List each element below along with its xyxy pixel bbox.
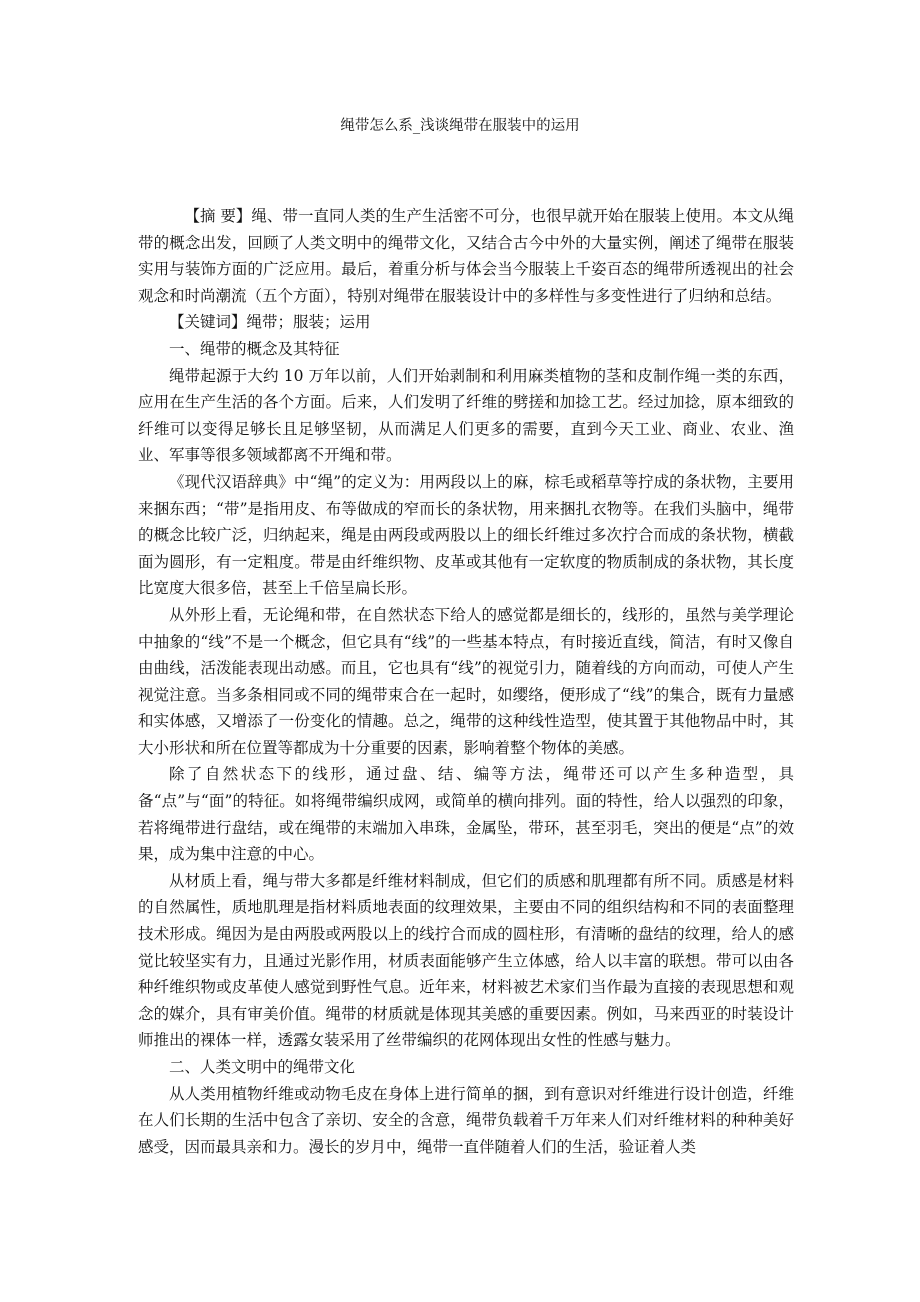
section-1-paragraph-3: 从外形上看，无论绳和带，在自然状态下给人的感觉都是细长的，线形的，虽然与美学理论中抽象的“线”不是一个概念，但它具有“线”的一些基本特点，有时接近直线，简洁，有时又像自由曲线，活泼能表现出动感。而且，它也具有“线”的视觉引力，随着线的方向而动，可使人产生视觉注意。当多条相同或不同的绳带束合在一起时，如缨络，便形成了“线”的集合，既有力量感和实体感，又增添了一份变化的情趣。总之，绳带的这种线性造型，使其置于其他物品中时，其大小形状和所在位置等都成为十分重要的因素，影响着整个物体的美感。 <box>138 605 794 757</box>
document-body <box>138 203 794 1160</box>
section-2-heading: 二、人类文明中的绳带文化 <box>169 1058 356 1076</box>
abstract-paragraph: 【摘 要】绳、带一直同人类的生产生活密不可分，也很早就开始在服装上使用。本文从绳带的概念出发，回顾了人类文明中的绳带文化，又结合古今中外的大量实例，阐述了绳带在服装实用与装饰方面的广泛应用。最后，着重分析与体会当今服装上千姿百态的绳带所透视出的社会观念和时尚潮流（五个方面），特别对绳带在服装设计中的多样性与多变性进行了归纳和总结。 <box>138 207 794 305</box>
section-1-paragraph-2: 《现代汉语辞典》中“绳”的定义为：用两段以上的麻，棕毛或稻草等拧成的条状物，主要用来捆东西；“带”是指用皮、布等做成的窄而长的条状物，用来捆扎衣物等。在我们头脑中，绳带的概念比较广泛，归纳起来，绳是由两段或两股以上的细长纤维过多次拧合而成的条状物，横截面为圆形，有一定粗度。带是由纤维织物、皮革或其他有一定软度的物质制成的条状物，其长度比宽度大很多倍，甚至上千倍呈扁长形。 <box>138 472 794 598</box>
section-1-paragraph-4: 除了自然状态下的线形，通过盘、结、编等方法，绳带还可以产生多种造型，具备“点”与“面”的特征。如将绳带编织成网，或简单的横向排列。面的特性，给人以强烈的印象，若将绳带进行盘结，或在绳带的末端加入串珠，金属坠，带环，甚至羽毛，突出的便是“点”的效果，成为集中注意的中心。 <box>138 765 794 864</box>
section-1-paragraph-1: 绳带起源于大约 10 万年以前，人们开始剥制和利用麻类植物的茎和皮制作绳一类的东西，应用在生产生活的各个方面。后来，人们发明了纤维的劈搓和加捻工艺。经过加捻，原本细致的纤维可以变得足够长且足够坚韧，从而满足人们更多的需要，直到今天工业、商业、农业、渔业、军事等很多领域都离不开绳和带。 <box>138 366 794 465</box>
section-2-paragraph-1: 从人类用植物纤维或动物毛皮在身体上进行简单的捆，到有意识对纤维进行设计创造，纤维在人们长期的生活中包含了亲切、安全的含意，绳带负载着千万年来人们对纤维材料的种种美好感受，因而最具亲和力。漫长的岁月中，绳带一直伴随着人们的生活，验证着人类 <box>138 1084 794 1156</box>
document-title: 绳带怎么系_浅谈绳带在服装中的运用 <box>340 118 580 134</box>
section-1-heading: 一、绳带的概念及其特征 <box>169 339 340 358</box>
section-1-paragraph-5: 从材质上看，绳与带大多都是纤维材料制成，但它们的质感和肌理都有所不同。质感是材料的自然属性，质地肌理是指材料质地表面的纹理效果，主要由不同的组织结构和不同的表面整理技术形成。绳因为是由两股或两股以上的线拧合而成的圆柱形，有清晰的盘结的纹理，给人的感觉比较坚实有力，且通过光影作用，材质表面能够产生立体感，给人以丰富的联想。带可以由各种纤维织物或皮革使人感觉到野性气息。近年来，材料被艺术家们当作最为直接的表现思想和观念的媒介，具有审美价值。绳带的材质就是体现其美感的重要因素。例如，马来西亚的时装设计师推出的裸体一样，透露女装采用了丝带编织的花网体现出女性的性感与魅力。 <box>138 871 794 1050</box>
keywords-paragraph: 【关键词】绳带；服装；运用 <box>169 313 371 332</box>
